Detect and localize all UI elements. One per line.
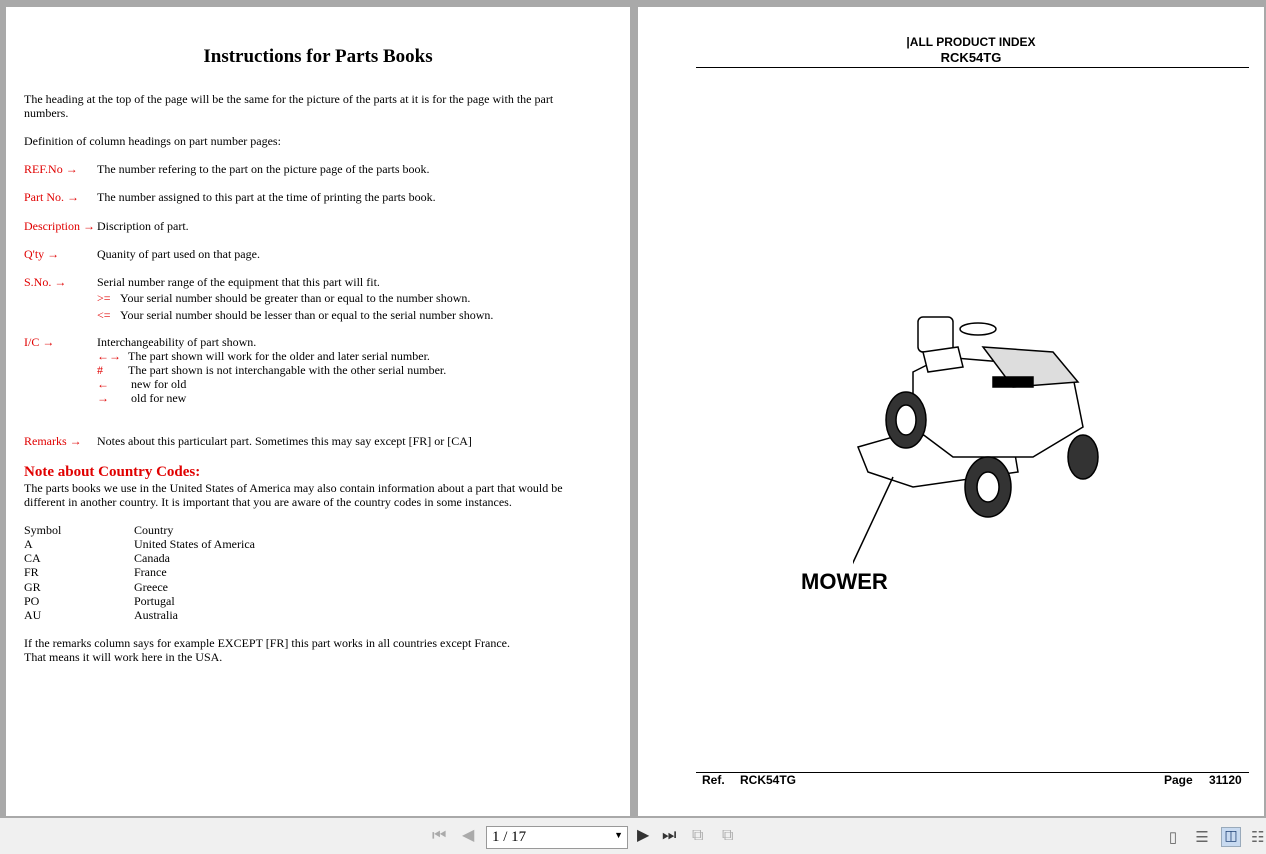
country-intro: different in another country. It is important that you are aware of the country codes in some instances. <box>24 495 512 509</box>
country-symbol: FR <box>24 565 39 580</box>
left-page <box>6 7 630 816</box>
footer-note: If the remarks column says for example EXCEPT [FR] this part works in all countries except France. <box>24 636 510 650</box>
definition-text: Interchangeability of part shown. <box>97 335 257 349</box>
country-symbol: PO <box>24 593 40 608</box>
page-label: Page <box>1164 773 1193 787</box>
country-name: Australia <box>134 608 178 622</box>
definition-term: S.No. → <box>24 275 67 289</box>
definition-term: Part No. → <box>24 190 79 204</box>
two-page-view-icon[interactable]: ◫ <box>1221 827 1241 847</box>
column-header-country: Country <box>134 523 174 537</box>
column-header-symbol: Symbol <box>24 523 62 537</box>
symbol-text: Your serial number should be greater than or equal to the number shown. <box>120 291 471 305</box>
previous-page-button[interactable]: ◀ <box>462 827 475 844</box>
page-number: 31120 <box>1209 773 1242 787</box>
definition-term: Description → <box>24 219 95 233</box>
go-forward-view-icon[interactable]: ⧉ <box>722 827 734 844</box>
header-index: |ALL PRODUCT INDEX <box>906 35 1036 49</box>
two-page-continuous-view-icon[interactable]: ☷ <box>1251 830 1265 846</box>
definition-term: Q'ty → <box>24 247 60 261</box>
intro-line: The heading at the top of the page will be the same for the picture of the parts at it is for the page with the part <box>24 92 554 106</box>
continuous-view-icon[interactable]: ☰ <box>1195 830 1209 846</box>
header-rule <box>696 67 1249 68</box>
definition-text: The number refering to the part on the picture page of the parts book. <box>97 162 430 176</box>
country-symbol: A <box>24 537 33 551</box>
next-page-button[interactable]: ▶ <box>637 827 650 844</box>
intro-line: numbers. <box>24 106 69 120</box>
country-name: France <box>134 565 167 580</box>
symbol-text: The part shown is not interchangable with the other serial number. <box>128 363 447 377</box>
page-indicator: 1 / 17 <box>492 829 527 845</box>
definition-text: The number assigned to this part at the time of printing the parts book. <box>97 190 436 204</box>
last-page-button[interactable]: ⏭ <box>662 827 677 844</box>
definition-text: Serial number range of the equipment that this part will fit. <box>97 275 380 289</box>
symbol-text: old for new <box>131 391 187 405</box>
first-page-button[interactable]: ⏮ <box>432 827 447 844</box>
definition-text: Discription of part. <box>97 219 189 233</box>
definition-text: Quanity of part used on that page. <box>97 247 260 261</box>
country-symbol: CA <box>24 551 41 566</box>
go-back-view-icon[interactable]: ⧉ <box>692 827 704 844</box>
symbol-text: The part shown will work for the older and later serial number. <box>128 349 430 363</box>
mower-callout: MOWER <box>801 569 888 594</box>
country-codes-heading: Note about Country Codes: <box>24 464 201 480</box>
definition-text: Notes about this particulart part. Sometimes this may say except [FR] or [CA] <box>97 434 472 448</box>
country-name: United States of America <box>134 537 255 551</box>
ref-label: Ref. <box>702 773 725 787</box>
symbol: → <box>97 391 109 405</box>
country-name: Canada <box>134 551 170 566</box>
country-symbol: GR <box>24 579 41 594</box>
ref-value: RCK54TG <box>740 773 797 787</box>
definition-term: I/C → <box>24 335 55 349</box>
country-name: Greece <box>134 579 168 594</box>
footer-note: That means it will work here in the USA. <box>24 650 223 664</box>
definition-term: Remarks → <box>24 434 82 448</box>
symbol: # <box>97 363 103 377</box>
chevron-down-icon: ▼ <box>614 830 623 840</box>
definitions-heading: Definition of column headings on part number pages: <box>24 134 281 148</box>
symbol-text: new for old <box>131 377 187 391</box>
symbol: >= <box>97 291 111 305</box>
symbol: ← <box>97 377 109 391</box>
page-selector[interactable] <box>486 826 628 849</box>
mower-illustration <box>853 307 1103 577</box>
header-model: RCK54TG <box>940 50 1002 65</box>
right-page <box>638 7 1264 816</box>
single-page-view-icon[interactable]: ▯ <box>1168 830 1178 846</box>
viewer-toolbar <box>0 818 1266 854</box>
country-intro: The parts books we use in the United States of America may also contain information about a part that would be <box>24 481 563 495</box>
country-symbol: AU <box>24 608 42 622</box>
symbol-text: Your serial number should be lesser than or equal to the serial number shown. <box>120 308 494 322</box>
symbol: <= <box>97 308 111 322</box>
country-name: Portugal <box>134 593 175 608</box>
page-title: Instructions for Parts Books <box>203 46 433 67</box>
symbol: ←→ <box>97 349 121 363</box>
definition-term: REF.No → <box>24 162 78 176</box>
